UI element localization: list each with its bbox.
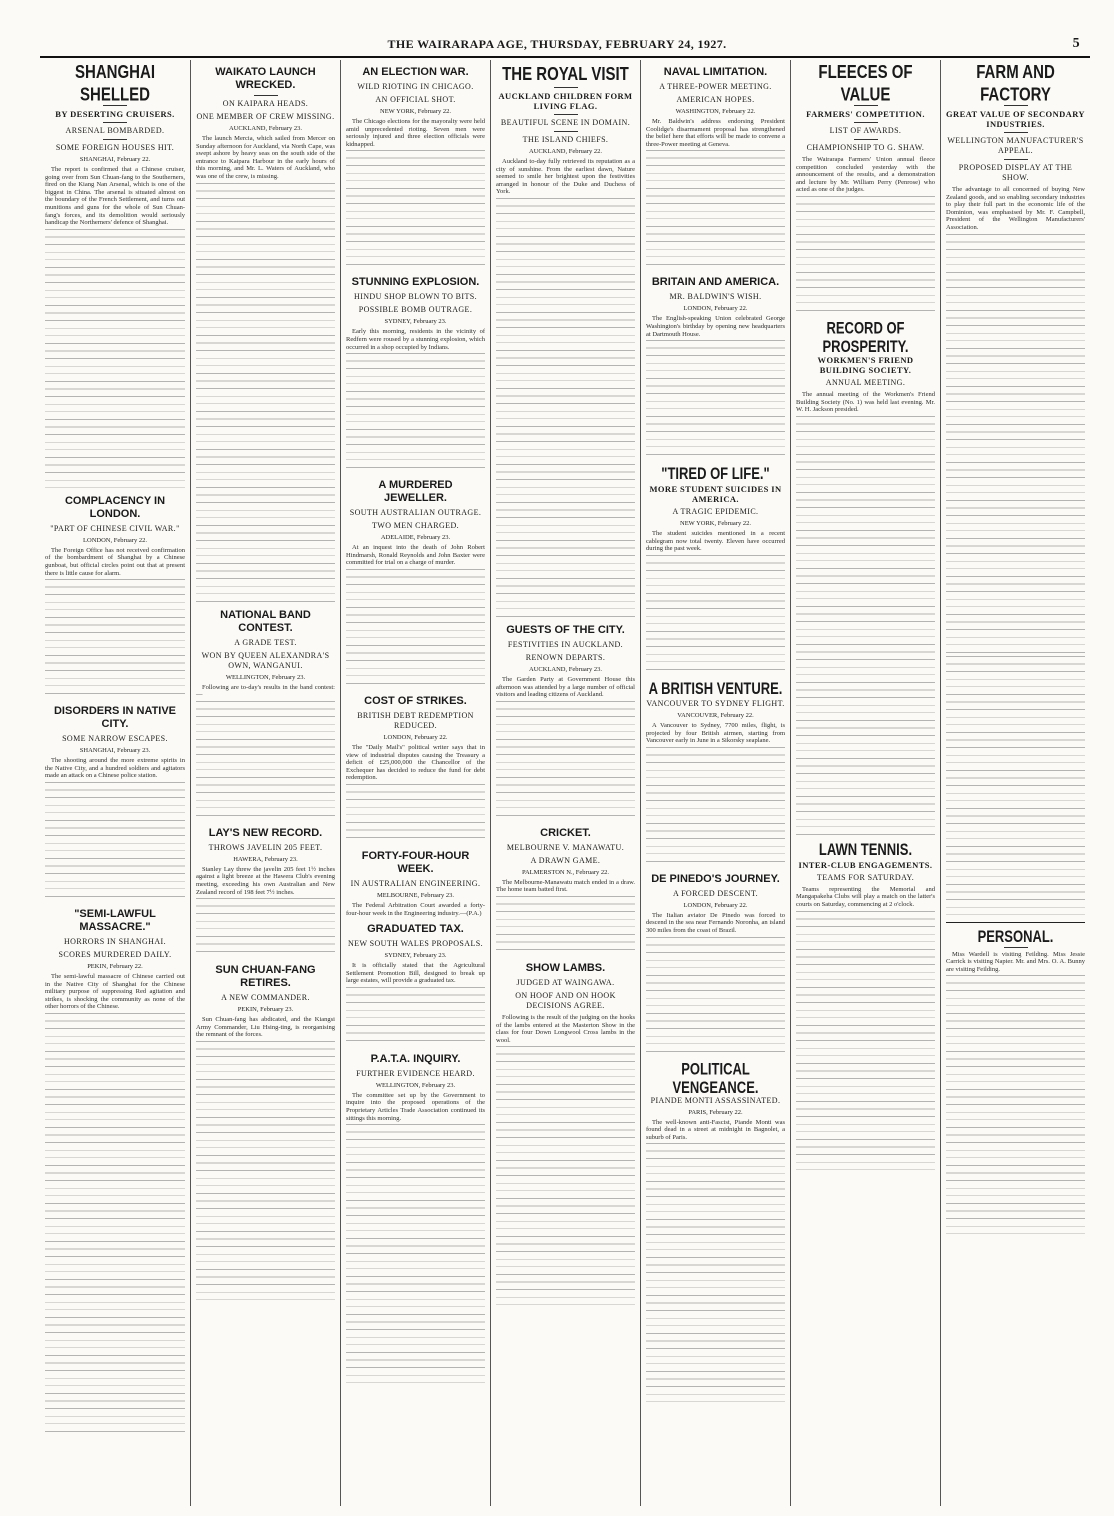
article-subhead: TEAMS FOR SATURDAY.	[816, 872, 915, 882]
article-body: The Italian aviator De Pinedo was forced to descend in the sea near Fernando Noronha, an island 300 miles from the coast of Brazil.	[646, 911, 785, 934]
article-subhead: THROWS JAVELIN 205 FEET.	[208, 842, 323, 852]
article-dateline: MELBOURNE, February 23.	[377, 891, 454, 899]
article-body: It is officially stated that the Agricultural Settlement Promotion Bill, designed to break up large estates, will provide a graduated tax.	[346, 962, 485, 985]
article	[796, 839, 935, 1171]
article-headline: "SEMI-LAWFUL MASSACRE."	[74, 907, 156, 933]
column-7	[940, 60, 1090, 1506]
article-subhead: A DRAWN GAME.	[530, 855, 601, 865]
article-subhead: FESTIVITIES IN AUCKLAND.	[507, 639, 624, 649]
article-subhead: TWO MEN CHARGED.	[371, 521, 460, 531]
article-body: The annual meeting of the Workmen's Friend Building Society (No. 1) was held last evening. Mr. W. H. Jackson presided.	[796, 390, 935, 414]
divider	[554, 114, 578, 115]
article-subhead: PIANDE MONTI ASSASSINATED.	[650, 1095, 781, 1105]
article-body: The Wairarapa Farmers' Union annual fleece competition concluded yesterday with the announcement of the results, and a demonstration and lecture by Mr. William Perry (Penrose) who acted as one of the judges.	[796, 156, 935, 194]
article-headline: AN ELECTION WAR.	[362, 66, 469, 78]
article	[196, 827, 335, 958]
article-subhead: WORKMEN'S FRIEND BUILDING SOCIETY.	[817, 354, 914, 375]
article-text-block	[346, 1124, 485, 1384]
article-headline: COMPLACENCY IN LONDON.	[64, 494, 166, 520]
article-text-block	[646, 747, 785, 867]
article	[196, 964, 335, 1301]
article-subhead: VANCOUVER TO SYDNEY FLIGHT.	[646, 698, 785, 708]
article-dateline: SYDNEY, February 23.	[384, 952, 447, 960]
article-dateline: SHANGHAI, February 23.	[79, 747, 151, 755]
article-subhead: BEAUTIFUL SCENE IN DOMAIN.	[500, 118, 631, 127]
article-subhead: WON BY QUEEN ALEXANDRA'S OWN, WANGANUI.	[201, 650, 330, 670]
article-text-block	[346, 784, 485, 844]
article-headline: THE ROYAL VISIT	[502, 63, 629, 85]
article	[346, 695, 485, 844]
article-text-block	[796, 911, 935, 1171]
article-text-block	[496, 198, 635, 618]
article-dateline: VANCOUVER, February 22.	[677, 711, 754, 719]
article-subhead: MELBOURNE V. MANAWATU.	[506, 842, 625, 852]
article	[346, 66, 485, 270]
section-rule	[946, 922, 1085, 923]
article-subhead: CHAMPIONSHIP TO G. SHAW.	[806, 143, 925, 152]
article-headline: NATIONAL BAND CONTEST.	[220, 608, 311, 634]
article-dateline: NEW YORK, February 22.	[380, 108, 451, 115]
column-6	[790, 60, 940, 1506]
article-subhead: A GRADE TEST.	[234, 637, 297, 647]
article-headline: FORTY-FOUR-HOUR WEEK.	[361, 849, 470, 875]
article-subhead: SOME FOREIGN HOUSES HIT.	[55, 143, 175, 152]
article-body: The Garden Party at Government House this afternoon was attended by a large number of official visitors and leading citizens of Auckland.	[496, 675, 635, 699]
article-dateline: AUCKLAND, February 22.	[529, 148, 602, 155]
masthead	[28, 34, 1086, 54]
divider	[554, 131, 578, 132]
article-text-block	[646, 555, 785, 675]
article-body: The shooting around the more extreme spirits in the Native City, and a hundred soldiers and agitators made an attack on a Chinese police station.	[45, 757, 185, 780]
article	[496, 962, 635, 1306]
divider	[103, 139, 127, 140]
article-subhead: AMERICAN HOPES.	[676, 95, 755, 104]
divider	[1004, 132, 1028, 133]
article-body: Miss Wardell is visiting Feilding. Miss Jessie Carrick is visiting Napier. Mr. and Mrs. O. A. Bunny are visiting Feilding.	[946, 950, 1085, 973]
article-subhead: FURTHER EVIDENCE HEARD.	[356, 1068, 475, 1078]
article-text-block	[45, 229, 185, 489]
article	[45, 495, 185, 699]
article-headline: RECORD OF PROSPERITY.	[822, 318, 909, 356]
article-headline: PERSONAL.	[977, 926, 1054, 946]
article	[196, 66, 335, 603]
article-dateline: HAWERA, February 23.	[233, 855, 298, 863]
article-body: The Foreign Office has not received confirmation of the bombardment of Shanghai by a Chinese gunboat, but official circles point out that at present there is little cause for alarm.	[45, 546, 185, 577]
article-headline: COST OF STRIKES.	[364, 694, 467, 707]
article-subhead: BY DESERTING CRUISERS.	[55, 109, 175, 119]
article-body: Sun Chuan-fang has abdicated, and the Kiangsi Army Commander, Liu Hsing-ting, is reorganising the remnant of the forces.	[196, 1016, 335, 1039]
article-body: The student suicides mentioned in a recent cablegram now total twenty. Eleven have occurred during the past week.	[646, 530, 785, 553]
article-headline: NAVAL LIMITATION.	[663, 66, 768, 78]
divider	[103, 122, 127, 123]
article-body: At an inquest into the death of John Robert Hindmarsh, Ronald Reynolds and John Baxter were committed for trial on a charge of murder.	[346, 544, 485, 567]
article-dateline: LONDON, February 22.	[83, 536, 147, 544]
article-subhead: AUCKLAND CHILDREN FORM LIVING FLAG.	[498, 91, 633, 111]
divider	[854, 122, 878, 123]
article-dateline: PEKIN, February 23.	[237, 1006, 294, 1014]
article-headline: WAIKATO LAUNCH WRECKED.	[215, 66, 316, 91]
article-text-block	[646, 150, 785, 270]
article-body: The Federal Arbitration Court awarded a forty-four-hour week in the Engineering industry.—(P.A.)	[346, 901, 485, 917]
article	[346, 479, 485, 689]
article-headline: GRADUATED TAX.	[367, 923, 464, 936]
article-dateline: WELLINGTON, February 23.	[375, 1081, 456, 1089]
article-headline: LAY'S NEW RECORD.	[208, 826, 323, 839]
article-text-block	[946, 975, 1085, 1235]
article-text-block	[496, 896, 635, 956]
article-headline: LAWN TENNIS.	[818, 839, 913, 859]
article-subhead: LIST OF AWARDS.	[829, 126, 902, 135]
article	[646, 873, 785, 1057]
columns	[40, 60, 1090, 1506]
article	[346, 276, 485, 473]
article-subhead: A TRAGIC EPIDEMIC.	[672, 507, 759, 517]
article	[646, 466, 785, 675]
article-body: The well-known anti-Fascist, Piande Monti was found dead in a street at midnight in Bagnolet, a suburb of Paris.	[646, 1118, 785, 1141]
article	[646, 681, 785, 867]
article-dateline: LONDON, February 22.	[383, 733, 448, 741]
article-subhead: BRITISH DEBT REDEMPTION REDUCED.	[357, 710, 474, 730]
article-body: The launch Mercia, which sailed from Mercer on Sunday afternoon for Auckland, via North Cape, was swept ashore by heavy seas on the south side of the entrance to Kaipara Harbour in the early hours of this morning, and Mr. L. Waters of Auckland, who was one of the crew, is missing.	[196, 135, 335, 180]
article-subhead: GREAT VALUE OF SECONDARY INDUSTRIES.	[946, 109, 1085, 129]
article-body: The "Daily Mail's" political writer says that in view of industrial disputes causing the Treasury a deficit of £25,000,000 the Chancellor of the Exchequer has decided to reduce the fund for debt redemption.	[346, 743, 485, 782]
article-text-block	[196, 701, 335, 821]
article-subhead: AN OFFICIAL SHOT.	[375, 95, 456, 104]
article-dateline: AUCKLAND, February 23.	[229, 125, 302, 132]
article-body: Mr. Baldwin's address endorsing President Coolidge's disarmament proposal has strengthened the belief here that efforts will be made to convene a three-Power meeting at Geneva.	[646, 118, 785, 148]
article-text-block	[346, 150, 485, 270]
article-subhead: IN AUSTRALIAN ENGINEERING.	[350, 878, 481, 888]
article	[346, 923, 485, 1047]
article-text-block	[796, 416, 935, 836]
article-headline: FARM AND FACTORY	[976, 61, 1055, 106]
article-subhead: WILD RIOTING IN CHICAGO.	[357, 82, 474, 91]
article-body: The report is confirmed that a Chinese cruiser, going over from Sun Chuan-fang to the Southerners, fired on the Kiang Nan Arsenal, which is one of the biggest in China. The arsenal is situated almost on the boundary of the French Settlement, and turns out munitions and guns for the whole of Sun Chuan-fang's forces, and its demolition would seriously handicap the Northerners' defence of Shanghai.	[45, 166, 185, 227]
article-text-block	[196, 1041, 335, 1301]
article-body: Auckland to-day fully retrieved its reputation as a city of sunshine. From the earliest dawn, Nature seemed to smile her brightest upon the festivities arranged in honour of the Duke and Duchess of York.	[496, 158, 635, 196]
article	[496, 63, 635, 618]
article-text-block	[646, 1143, 785, 1403]
article-headline: P.A.T.A. INQUIRY.	[370, 1052, 461, 1065]
article-text-block	[45, 1013, 185, 1433]
article-subhead: SOUTH AUSTRALIAN OUTRAGE.	[349, 508, 482, 518]
article	[796, 318, 935, 836]
column-5	[640, 60, 790, 1506]
article-headline: SUN CHUAN-FANG RETIRES.	[215, 964, 316, 990]
article-subhead: A THREE-POWER MEETING.	[659, 82, 772, 91]
article-headline: DISORDERS IN NATIVE CITY.	[53, 705, 177, 731]
article-body: The committee set up by the Government to inquire into the proposed operations of the Proprietary Articles Trade Association continued its sittings this morning.	[346, 1091, 485, 1122]
article-body: The Chicago elections for the mayoralty were held amid unprecedented rioting. Seven men were seriously injured and three election officials were kidnapped.	[346, 118, 485, 148]
article-headline: A MURDERED JEWELLER.	[378, 479, 453, 505]
article	[346, 1053, 485, 1384]
article-subhead: HORRORS IN SHANGHAI.	[63, 936, 166, 946]
article-body: Stanley Lay threw the javelin 205 feet 1½ inches against a light breeze at the Hawera Club's evening meeting, exceeding his own Australian and New Zealand record of 198 feet 7½ inches.	[196, 865, 335, 896]
article	[646, 66, 785, 270]
article	[496, 827, 635, 956]
column-1	[40, 60, 190, 1506]
article	[45, 908, 185, 1433]
article-text-block	[496, 1046, 635, 1306]
divider	[554, 87, 578, 88]
article-dateline: PALMERSTON N., February 22.	[521, 868, 610, 876]
masthead-rule	[40, 56, 1090, 58]
article-text-block	[946, 234, 1085, 654]
article-subhead: HINDU SHOP BLOWN TO BITS.	[354, 292, 477, 302]
article-text-block	[796, 196, 935, 316]
article-dateline: ADELAIDE, February 23.	[380, 534, 451, 542]
article-subhead: MORE STUDENT SUICIDES IN AMERICA.	[649, 484, 782, 505]
article-body: Early this morning, residents in the vicinity of Redfern were roused by a stunning explosion, which occurred in a shop occupied by Indians.	[346, 328, 485, 351]
divider	[1004, 159, 1028, 160]
column-3	[340, 60, 490, 1506]
article-text-block	[45, 782, 185, 902]
article-headline: CRICKET.	[540, 826, 591, 839]
article-text-block	[346, 569, 485, 689]
article-body: The advantage to all concerned of buying New Zealand goods, and so enabling secondary industries to play their full part in the economic life of the Dominion, was emphasised by Mr. F. Campbell, President of the Wellington Manufacturers' Association.	[946, 186, 1085, 231]
article-dateline: PEKIN, February 22.	[87, 962, 143, 970]
column-4	[490, 60, 640, 1506]
article-subhead: ANNUAL MEETING.	[825, 377, 906, 387]
article-text-block	[646, 937, 785, 1057]
article-headline: GUESTS OF THE CITY.	[506, 623, 625, 636]
article-dateline: WASHINGTON, February 22.	[675, 108, 756, 115]
article-subhead: ONE MEMBER OF CREW MISSING.	[196, 112, 335, 121]
article-text-block	[346, 987, 485, 1047]
article-subhead: INTER-CLUB ENGAGEMENTS.	[798, 859, 933, 870]
column-2	[190, 60, 340, 1506]
article	[646, 276, 785, 460]
article-headline: FLEECES OF VALUE	[818, 61, 913, 106]
article-subhead: ARSENAL BOMBARDED.	[65, 126, 165, 135]
article	[646, 1058, 785, 1404]
article-headline: POLITICAL VENGEANCE.	[672, 1058, 759, 1097]
article-subhead: JUDGED AT WAINGAWA.	[516, 977, 615, 987]
divider	[254, 95, 278, 96]
article	[45, 61, 185, 489]
article-dateline: AUCKLAND, February 23.	[529, 665, 602, 673]
article-dateline: LONDON, February 22.	[683, 305, 748, 313]
article	[946, 61, 1085, 916]
article-headline: STUNNING EXPLOSION.	[351, 276, 480, 289]
article-subhead: SOME NARROW ESCAPES.	[62, 734, 168, 744]
article-subhead: RENOWN DEPARTS.	[525, 652, 606, 662]
divider	[854, 139, 878, 140]
article-dateline: PARIS, February 22.	[688, 1108, 743, 1116]
masthead-title: THE WAIRARAPA AGE, THURSDAY, FEBRUARY 24, 1927.	[387, 36, 727, 51]
article-headline: "TIRED OF LIFE."	[661, 464, 770, 484]
article-subhead: MR. BALDWIN'S WISH.	[669, 292, 762, 302]
article-text-block	[646, 340, 785, 460]
article-headline: DE PINEDO'S JOURNEY.	[651, 872, 780, 885]
article	[346, 850, 485, 917]
article-subhead: ON KAIPARA HEADS.	[222, 99, 309, 108]
article-subhead: FARMERS' COMPETITION.	[806, 109, 925, 119]
article-body: The English-speaking Union celebrated George Washington's birthday by opening new headquarters at Dartmouth House.	[646, 315, 785, 338]
article-body: Teams representing the Memorial and Mangapakeha Clubs will play a match on the latter's courts on Saturday, commencing at 2 o'clock.	[796, 885, 935, 908]
article-headline: SHOW LAMBS.	[525, 961, 606, 974]
article-body: A Vancouver to Sydney, 7700 miles, flight, is projected by four British airmen, starting from Vancouver early in June in a Sikorsky seaplane.	[646, 721, 785, 745]
article-body: The Melbourne-Manawatu match ended in a draw. The home team batted first.	[496, 878, 635, 894]
article	[496, 624, 635, 821]
article-dateline: SYDNEY, February 23.	[384, 318, 447, 326]
article-subhead: ON HOOF AND ON HOOK DECISIONS AGREE.	[515, 990, 616, 1010]
article-dateline: SHANGHAI, February 22.	[79, 156, 151, 163]
article-subhead: NEW SOUTH WALES PROPOSALS.	[347, 939, 483, 949]
article	[45, 705, 185, 902]
article-subhead: "PART OF CHINESE CIVIL WAR."	[50, 523, 180, 533]
article-headline: SHANGHAI SHELLED	[74, 61, 155, 106]
article-text-block	[946, 656, 1085, 916]
article	[796, 61, 935, 316]
article-subhead: SCORES MURDERED DAILY.	[58, 949, 172, 959]
article-subhead: WELLINGTON MANUFACTURER'S APPEAL.	[947, 136, 1084, 155]
article-body: Following are to-day's results in the band contest:—	[196, 683, 335, 699]
article	[946, 926, 1085, 1236]
article-body: Following is the result of the judging on the hooks of the lambs entered at the Masterton Show in the class for four Down Longwool Cross lambs in the wool.	[496, 1013, 635, 1044]
article-headline: BRITAIN AND AMERICA.	[651, 276, 780, 289]
article-subhead: POSSIBLE BOMB OUTRAGE.	[358, 305, 473, 315]
article-text-block	[45, 579, 185, 699]
article-dateline: WELLINGTON, February 23.	[225, 673, 306, 681]
article-subhead: PROPOSED DISPLAY AT THE SHOW.	[958, 163, 1073, 182]
article-text-block	[196, 183, 335, 603]
page-number: 5	[1072, 36, 1080, 51]
article-body: The semi-lawful massacre of Chinese carried out in the Native City of Shanghai for the Chinese military purpose of suppressing Red agitation and strikes, is shocking the community as none of the other horrors of the Chinese.	[45, 972, 185, 1011]
divider	[1004, 947, 1028, 948]
article-text-block	[196, 898, 335, 958]
article-text-block	[346, 353, 485, 473]
article-text-block	[496, 701, 635, 821]
article-subhead: A FORCED DESCENT.	[672, 888, 759, 898]
article-subhead: THE ISLAND CHIEFS.	[522, 135, 609, 144]
article-headline: A BRITISH VENTURE.	[648, 679, 783, 698]
article-subhead: A NEW COMMANDER.	[221, 993, 310, 1003]
article-dateline: NEW YORK, February 22.	[680, 520, 751, 528]
article-dateline: LONDON, February 22.	[683, 901, 748, 909]
article	[196, 609, 335, 821]
